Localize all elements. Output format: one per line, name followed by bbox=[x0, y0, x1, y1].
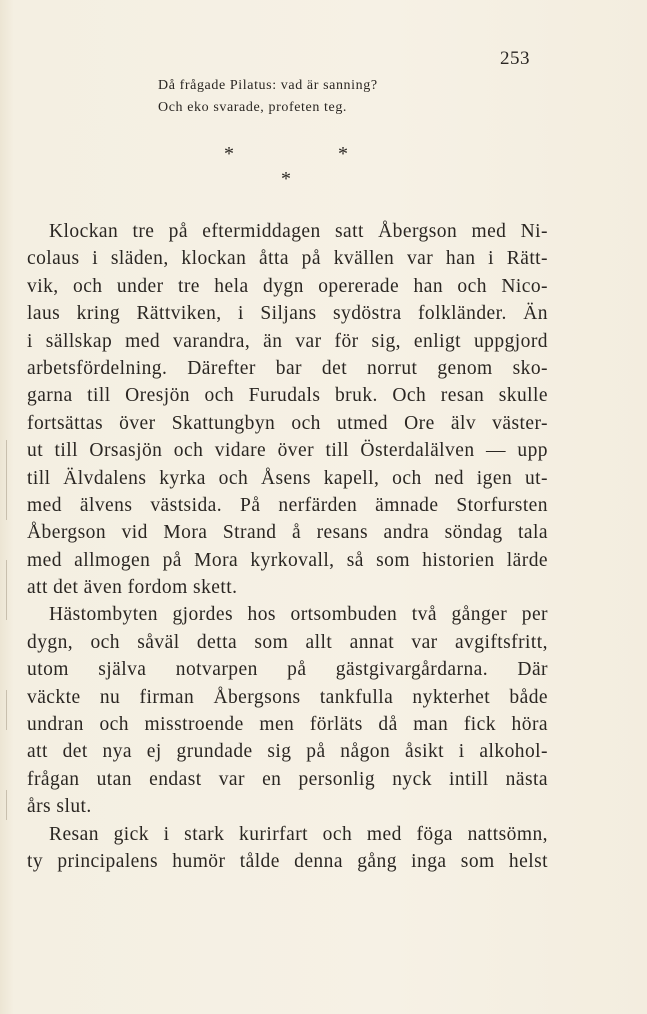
text-line: med älvens västsida. På nerfärden ämnade Storfursten bbox=[27, 494, 548, 516]
margin-shadow bbox=[6, 560, 7, 620]
asterism-star: * bbox=[338, 143, 348, 165]
text-line: utom själva notvarpen på gästgivargårdarna. Där bbox=[27, 659, 548, 681]
page-number: 253 bbox=[500, 48, 530, 69]
text-line: laus kring Rättviken, i Siljans sydöstra folkländer. Än bbox=[27, 303, 548, 325]
text-line: frågan utan endast var en personlig nyck intill nästa bbox=[27, 768, 548, 790]
text-line: Klockan tre på eftermiddagen satt Åbergson med Ni- bbox=[49, 221, 548, 242]
text-line: vik, och under tre hela dygn opererade han och Nico- bbox=[27, 275, 548, 297]
epigraph-line: Och eko svarade, profeten teg. bbox=[158, 100, 348, 115]
body-text bbox=[27, 218, 548, 875]
text-line: att det även fordom skett. bbox=[27, 577, 238, 599]
text-line: i sällskap med varandra, än var för sig, enligt uppgjord bbox=[27, 330, 548, 352]
text-line: till Älvdalens kyrka och Åsens kapell, och ned igen ut- bbox=[27, 467, 548, 489]
text-line: med allmogen på Mora kyrkovall, så som historien lärde bbox=[27, 549, 548, 571]
text-line: arbetsfördelning. Därefter bar det norrut genom sko- bbox=[27, 357, 548, 379]
text-line: års slut. bbox=[27, 796, 92, 818]
text-line: väckte nu firman Åbergsons tankfulla nykterhet både bbox=[27, 686, 548, 708]
text-line: Hästombyten gjordes hos ortsombuden två gånger per bbox=[49, 604, 548, 626]
text-line: ty principalens humör tålde denna gång inga som helst bbox=[27, 850, 548, 872]
text-line: ut till Orsasjön och vidare över till Österdalälven — upp bbox=[27, 440, 548, 462]
margin-shadow bbox=[6, 440, 7, 520]
text-line: att det nya ej grundade sig på någon åsikt i alkohol- bbox=[27, 741, 548, 763]
text-line: undran och misstroende men förläts då man fick höra bbox=[27, 714, 548, 736]
text-line: colaus i släden, klockan åtta på kvällen var han i Rätt- bbox=[27, 248, 548, 270]
text-line: Åbergson vid Mora Strand å resans andra söndag tala bbox=[27, 522, 548, 544]
text-line: garna till Oresjön och Furudals bruk. Och resan skulle bbox=[27, 385, 548, 407]
margin-shadow bbox=[6, 790, 7, 820]
margin-shadow bbox=[6, 690, 7, 730]
text-line: dygn, och såväl detta som allt annat var avgiftsfritt, bbox=[27, 631, 548, 653]
asterism-star: * bbox=[224, 143, 234, 165]
asterism-star: * bbox=[281, 168, 291, 190]
text-line: Resan gick i stark kurirfart och med föga nattsömn, bbox=[49, 823, 548, 845]
epigraph-line: Då frågade Pilatus: vad är sanning? bbox=[158, 78, 378, 93]
text-line: fortsättas över Skattungbyn och utmed Ore älv väster- bbox=[27, 412, 548, 434]
